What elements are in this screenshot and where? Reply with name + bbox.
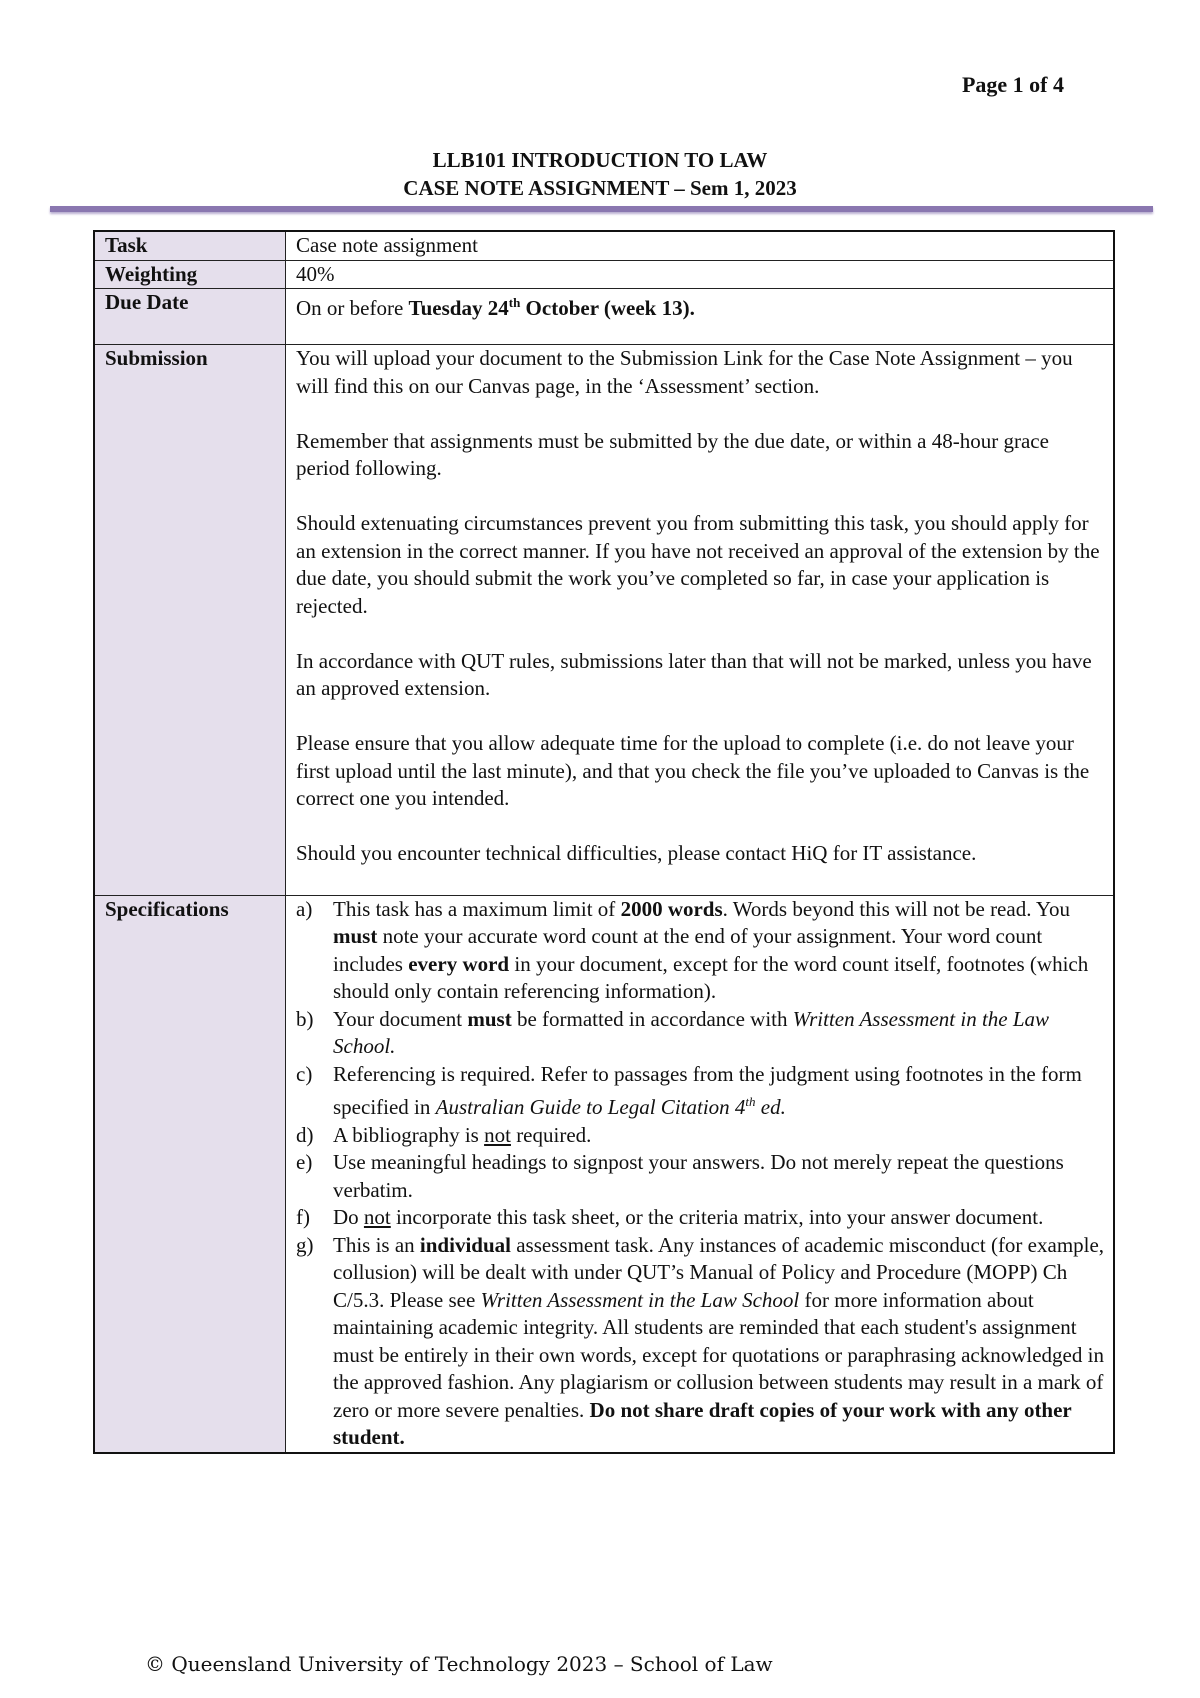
submission-paragraph: Should extenuating circumstances prevent you from submitting this task, you should apply for an extension in the correct manner. If you have not received an approval of the extension by the due date, you should submit the work you’ve completed so far, in case your application is rejected.: [296, 511, 1100, 618]
specifications-list: [296, 896, 1105, 1452]
specifications-content: [286, 895, 1115, 1453]
weighting-value: 40%: [286, 260, 1115, 289]
row-task: [94, 231, 1114, 260]
list-item: a) This task has a maximum limit of 2000 words. Words beyond this will not be read. You must note your accurate word count at the end of your assignment. Your word count includes every word in your document, except for the word count itself, footnotes (which should only contain referencing information).: [296, 896, 1089, 1003]
row-weighting: [94, 260, 1114, 289]
row-specifications: [94, 895, 1114, 1453]
task-label: Task: [94, 231, 286, 260]
header-rule: [50, 206, 1153, 212]
submission-content: [286, 345, 1115, 896]
row-due-date: [94, 289, 1114, 345]
list-item: c) Referencing is required. Refer to passages from the judgment using footnotes in the form specified in Australian Guide to Legal Citation 4th ed.: [296, 1061, 1082, 1119]
page-number: Page 1 of 4: [961, 72, 1064, 97]
list-item: b) Your document must be formatted in accordance with Written Assessment in the Law School.: [296, 1006, 1050, 1058]
due-date-value: On or before Tuesday 24th October (week 13).: [286, 289, 1115, 345]
task-value: Case note assignment: [286, 231, 1115, 260]
due-date-label: Due Date: [94, 289, 286, 345]
row-submission: [94, 345, 1114, 896]
submission-paragraph: Should you encounter technical difficulties, please contact HiQ for IT assistance.: [296, 841, 977, 865]
list-item: e) Use meaningful headings to signpost your answers. Do not merely repeat the questions verbatim.: [296, 1150, 1064, 1202]
list-item: g) This is an individual assessment task. Any instances of academic misconduct (for example, collusion) will be dealt with under QUT’s Manual of Policy and Procedure (MOPP) Ch C/5.3. Please see Written Assessment in the Law School for more information about maintaining academic integrity. All students are reminded that each student's assignment must be entirely in their own words, except for quotations or paraphrasing acknowledged in the approved fashion. Any plagiarism or collusion between students may result in a mark of zero or more severe penalties. Do not share draft copies of your work with any other student.: [296, 1232, 1105, 1449]
title-line-1: LLB101 INTRODUCTION TO LAW: [432, 148, 768, 172]
list-item: f) Do not incorporate this task sheet, or the criteria matrix, into your answer document.: [296, 1205, 1044, 1229]
submission-paragraph: You will upload your document to the Submission Link for the Case Note Assignment – you will find this on our Canvas page, in the ‘Assessment’ section.: [296, 346, 1073, 398]
title-line-2: CASE NOTE ASSIGNMENT – Sem 1, 2023: [403, 176, 797, 200]
document-title: [0, 146, 1200, 202]
weighting-label: Weighting: [94, 260, 286, 289]
submission-paragraph: In accordance with QUT rules, submissions later than that will not be marked, unless you have an approved extension.: [296, 648, 1092, 700]
specifications-label: Specifications: [94, 895, 286, 1453]
footer-copyright: © Queensland University of Technology 2023 – School of Law: [145, 1652, 773, 1676]
submission-label: Submission: [94, 345, 286, 896]
submission-paragraph: Remember that assignments must be submitted by the due date, or within a 48-hour grace period following.: [296, 428, 1049, 480]
assignment-details-table: [93, 230, 1115, 1454]
list-item: d) A bibliography is not required.: [296, 1122, 592, 1147]
submission-paragraph: Please ensure that you allow adequate time for the upload to complete (i.e. do not leave your first upload until the last minute), and that you check the file you’ve uploaded to Canvas is the correct one you intended.: [296, 731, 1090, 810]
